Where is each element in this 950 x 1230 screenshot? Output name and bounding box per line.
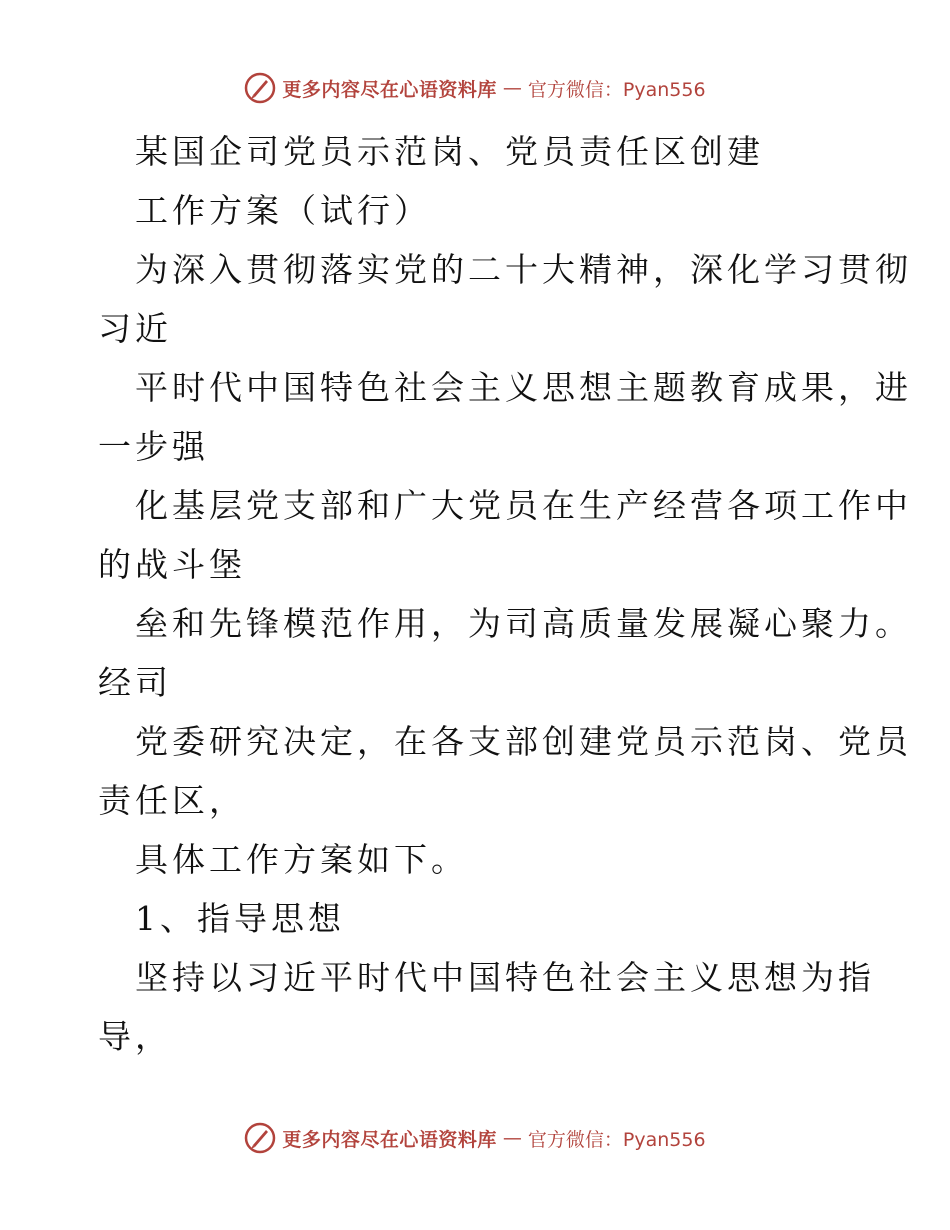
watermark-dash: —	[502, 77, 522, 99]
watermark-dash: —	[502, 1127, 522, 1149]
doc-line: 一步强	[98, 427, 209, 466]
watermark-text: 更多内容尽在心语资料库	[282, 1128, 497, 1151]
watermark-wechat: 官方微信：Pyan556	[527, 78, 706, 101]
watermark-text: 更多内容尽在心语资料库	[282, 78, 497, 101]
doc-line: 平时代中国特色社会主义思想主题教育成果，进	[135, 368, 912, 407]
doc-line: 工作方案（试行）	[135, 191, 431, 230]
watermark-banner-bottom	[0, 1122, 950, 1154]
doc-line: 1、指导思想	[135, 899, 345, 938]
quill-seal-icon	[244, 72, 276, 104]
doc-line: 垒和先锋模范作用，为司高质量发展凝心聚力。	[135, 604, 912, 643]
doc-line: 习近	[98, 309, 172, 348]
doc-line: 经司	[98, 663, 172, 702]
doc-line: 某国企司党员示范岗、党员责任区创建	[135, 132, 764, 171]
document-body	[98, 122, 912, 1066]
doc-line: 导，	[98, 1017, 172, 1056]
watermark-banner-top	[0, 72, 950, 104]
watermark-wechat: 官方微信：Pyan556	[527, 1128, 706, 1151]
doc-line: 为深入贯彻落实党的二十大精神，深化学习贯彻	[135, 250, 912, 289]
quill-seal-icon	[244, 1122, 276, 1154]
doc-line: 党委研究决定，在各支部创建党员示范岗、党员	[135, 722, 912, 761]
doc-line: 化基层党支部和广大党员在生产经营各项工作中	[135, 486, 912, 525]
doc-line: 的战斗堡	[98, 545, 246, 584]
doc-line: 具体工作方案如下。	[135, 840, 468, 879]
doc-line: 坚持以习近平时代中国特色社会主义思想为指	[135, 958, 875, 997]
doc-line: 责任区，	[98, 781, 246, 820]
